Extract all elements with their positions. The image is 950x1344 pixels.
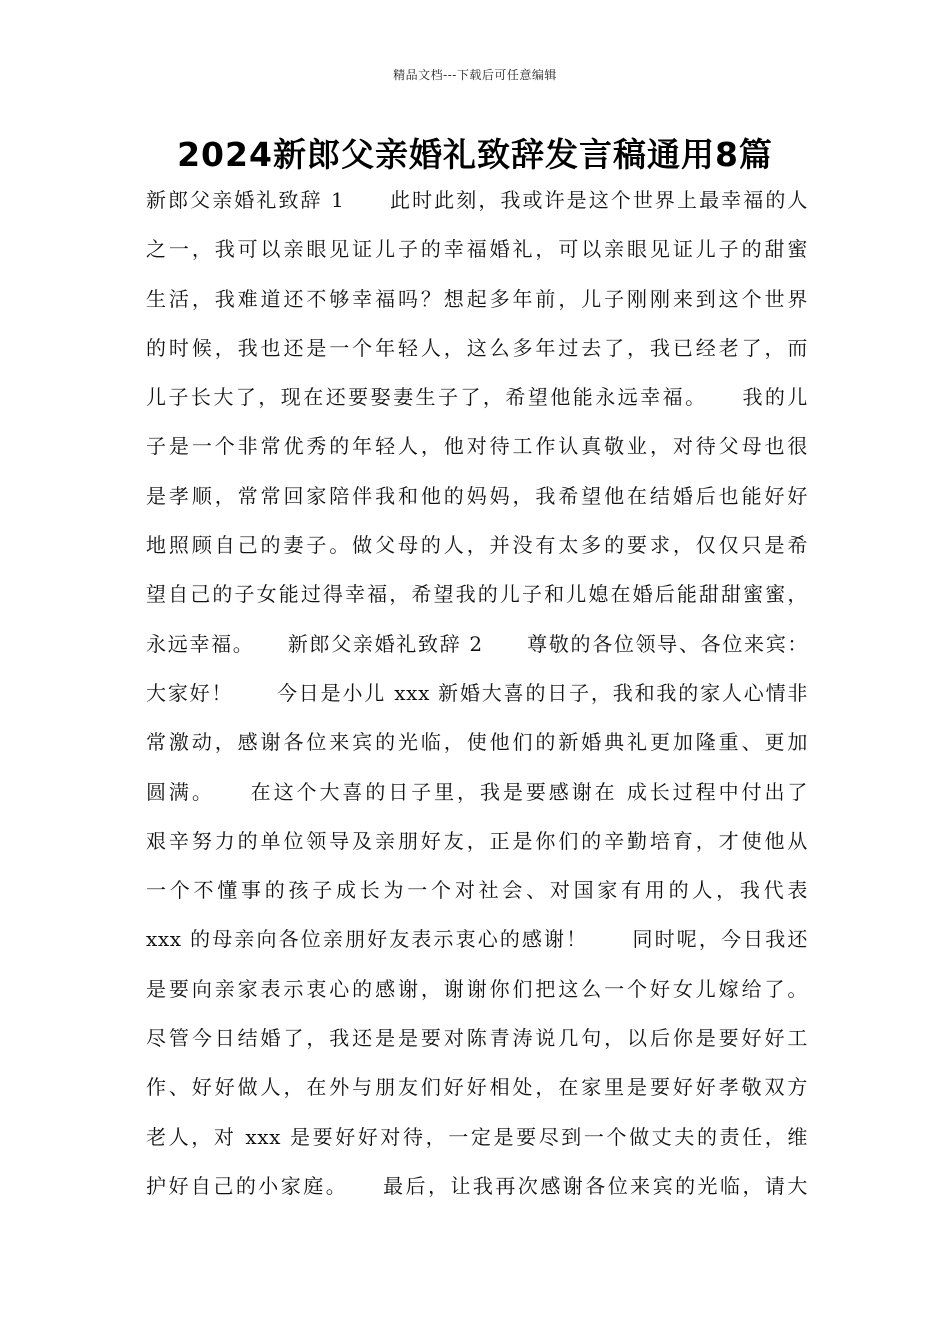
body-line: 是要向亲家表示衷心的感谢，谢谢你们把这么一个好女儿嫁给了。 <box>146 976 808 1001</box>
body-line: 尽管今日结婚了，我还是是要对陈青涛说几句，以后你是要好好工 <box>146 1026 808 1051</box>
body-line: 新郎父亲婚礼致辞 1 此时此刻，我或许是这个世界上最幸福的人 <box>146 188 808 212</box>
body-line: 老人，对 xxx 是要好好对待，一定是要尽到一个做丈夫的责任，维 <box>146 1124 808 1149</box>
page-header: 精品文档---下载后可任意编辑 <box>393 68 557 82</box>
document-body <box>146 176 808 1211</box>
body-line: 子是一个非常优秀的年轻人，他对待工作认真敬业，对待父母也很 <box>146 434 808 459</box>
body-line: 护好自己的小家庭。 最后，让我再次感谢各位来宾的光临，请大 <box>146 1173 808 1198</box>
body-line: 的时候，我也还是一个年轻人，这么多年过去了，我已经老了，而 <box>146 335 808 360</box>
body-line: 一个不懂事的孩子成长为一个对社会、对国家有用的人，我代表 <box>146 878 808 903</box>
body-line: 之一，我可以亲眼见证儿子的幸福婚礼，可以亲眼见证儿子的甜蜜 <box>146 237 808 262</box>
body-line: 圆满。 在这个大喜的日子里，我是要感谢在 成长过程中付出了 <box>146 779 808 804</box>
body-line: 艰辛努力的单位领导及亲朋好友，正是你们的辛勤培育，才使他从 <box>146 828 808 853</box>
body-line: 常激动，感谢各位来宾的光临，使他们的新婚典礼更加隆重、更加 <box>146 730 808 755</box>
body-line: 永远幸福。 新郎父亲婚礼致辞 2 尊敬的各位领导、各位来宾： <box>146 631 808 656</box>
document-title: 2024新郎父亲婚礼致辞发言稿通用8篇 <box>177 135 773 174</box>
body-line: 生活，我难道还不够幸福吗？想起多年前，儿子刚刚来到这个世界 <box>146 286 808 311</box>
body-line: 望自己的子女能过得幸福，希望我的儿子和儿媳在婚后能甜甜蜜蜜， <box>146 582 808 607</box>
body-line: 地照顾自己的妻子。做父母的人，并没有太多的要求，仅仅只是希 <box>146 533 808 558</box>
body-line: 儿子长大了，现在还要娶妻生子了，希望他能永远幸福。 我的儿 <box>146 385 808 410</box>
body-line: 大家好！ 今日是小儿 xxx 新婚大喜的日子，我和我的家人心情非 <box>146 680 808 705</box>
body-line: 作、好好做人，在外与朋友们好好相处，在家里是要好好孝敬双方 <box>146 1075 808 1100</box>
body-line: xxx 的母亲向各位亲朋好友表示衷心的感谢！ 同时呢，今日我还 <box>146 927 808 952</box>
body-line: 是孝顺，常常回家陪伴我和他的妈妈，我希望他在结婚后也能好好 <box>146 483 808 508</box>
